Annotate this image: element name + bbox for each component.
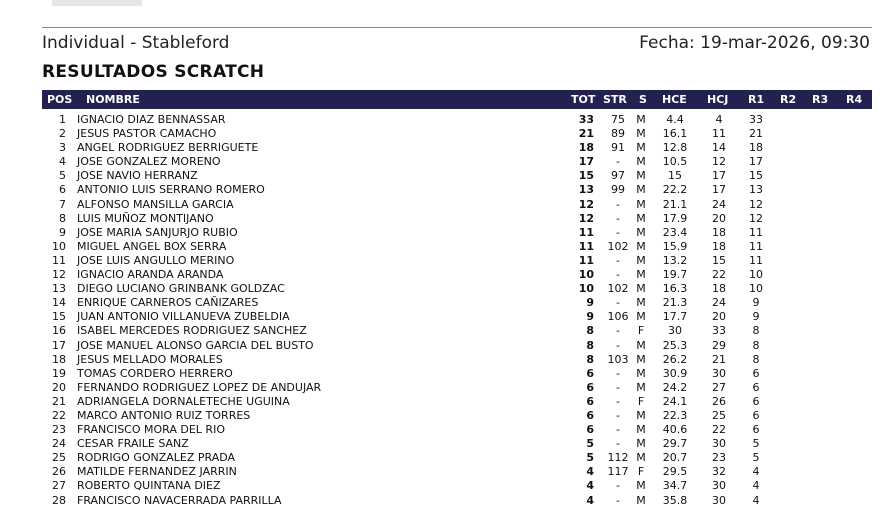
cell-r1: 5 xyxy=(752,437,760,451)
cell-hce: 34.7 xyxy=(662,479,688,493)
table-row xyxy=(42,381,872,395)
cell-name: IGNACIO ARANDA ARANDA xyxy=(77,268,224,282)
table-row xyxy=(42,141,872,155)
cell-name: JOSE MANUEL ALONSO GARCIA DEL BUSTO xyxy=(77,338,314,352)
cell-hcj: 20 xyxy=(712,211,726,225)
cell-s: M xyxy=(636,268,646,282)
cell-tot: 6 xyxy=(586,380,594,394)
cell-pos: 16 xyxy=(52,324,66,338)
cell-hcj: 30 xyxy=(712,493,726,507)
cell-str: 106 xyxy=(607,310,629,324)
cell-str: 112 xyxy=(607,451,629,465)
cell-name: JESUS MELLADO MORALES xyxy=(77,352,223,366)
competition-type: Individual - Stableford xyxy=(42,33,230,53)
cell-str: - xyxy=(616,253,620,267)
cell-hce: 40.6 xyxy=(662,423,688,437)
cell-hce: 16.3 xyxy=(662,282,688,296)
cell-str: - xyxy=(616,155,620,169)
cell-hce: 21.1 xyxy=(662,197,688,211)
cell-pos: 3 xyxy=(59,141,66,155)
cell-str: 99 xyxy=(611,183,625,197)
cell-tot: 11 xyxy=(578,239,594,253)
cell-name: JUAN ANTONIO VILLANUEVA ZUBELDIA xyxy=(77,310,290,324)
cell-r1: 21 xyxy=(749,127,763,141)
cell-s: F xyxy=(637,465,645,479)
cell-s: M xyxy=(636,493,646,507)
cell-pos: 17 xyxy=(52,338,66,352)
cell-tot: 9 xyxy=(586,310,594,324)
table-header xyxy=(42,90,872,109)
header-r1: R1 xyxy=(748,93,765,106)
cell-r1: 10 xyxy=(749,282,763,296)
cell-s: M xyxy=(636,451,646,465)
cell-pos: 25 xyxy=(52,451,66,465)
cell-r1: 11 xyxy=(749,239,763,253)
cell-r1: 12 xyxy=(749,197,763,211)
cell-tot: 8 xyxy=(586,338,594,352)
cell-str: - xyxy=(616,394,620,408)
cell-s: M xyxy=(636,423,646,437)
cell-s: M xyxy=(636,380,646,394)
cell-hcj: 17 xyxy=(712,183,726,197)
cell-tot: 4 xyxy=(586,465,594,479)
cell-pos: 19 xyxy=(52,366,66,380)
cell-r1: 12 xyxy=(749,211,763,225)
cell-name: ISABEL MERCEDES RODRIGUEZ SANCHEZ xyxy=(77,324,307,338)
cell-str: 89 xyxy=(611,127,625,141)
header-hcj: HCJ xyxy=(707,93,729,106)
cell-hcj: 27 xyxy=(712,380,726,394)
cell-str: - xyxy=(616,479,620,493)
cell-name: FRANCISCO NAVACERRADA PARRILLA xyxy=(77,493,282,507)
cell-pos: 20 xyxy=(52,380,66,394)
cell-hcj: 24 xyxy=(712,197,726,211)
cell-tot: 10 xyxy=(578,268,594,282)
cell-hcj: 22 xyxy=(712,423,726,437)
cell-hcj: 22 xyxy=(712,268,726,282)
cell-name: ALFONSO MANSILLA GARCIA xyxy=(77,197,234,211)
cell-r1: 8 xyxy=(752,352,760,366)
cell-hcj: 33 xyxy=(712,324,726,338)
cell-name: TOMAS CORDERO HERRERO xyxy=(77,366,233,380)
cell-hce: 29.5 xyxy=(662,465,688,479)
cell-tot: 6 xyxy=(586,394,594,408)
header-str: STR xyxy=(603,93,627,106)
cell-hcj: 18 xyxy=(712,225,726,239)
cell-s: M xyxy=(636,239,646,253)
table-row xyxy=(42,437,872,451)
cell-hcj: 25 xyxy=(712,408,726,422)
cell-tot: 8 xyxy=(586,324,594,338)
cell-s: M xyxy=(636,225,646,239)
cell-r1: 8 xyxy=(752,338,760,352)
cell-hcj: 32 xyxy=(712,465,726,479)
cell-hce: 30 xyxy=(668,324,682,338)
cell-pos: 7 xyxy=(59,197,66,211)
cell-hce: 24.1 xyxy=(662,394,688,408)
table-row xyxy=(42,353,872,367)
cell-pos: 8 xyxy=(59,211,66,225)
cell-pos: 12 xyxy=(52,268,66,282)
cell-s: M xyxy=(636,338,646,352)
cell-name: MIGUEL ANGEL BOX SERRA xyxy=(77,239,227,253)
cell-hcj: 15 xyxy=(712,253,726,267)
cell-str: - xyxy=(616,423,620,437)
cell-hce: 17.9 xyxy=(662,211,688,225)
cell-pos: 27 xyxy=(52,479,66,493)
table-row xyxy=(42,423,872,437)
top-cut-off-shade xyxy=(52,0,142,6)
cell-name: CESAR FRAILE SANZ xyxy=(77,437,189,451)
cell-hce: 12.8 xyxy=(662,141,688,155)
table-row xyxy=(42,268,872,282)
cell-hcj: 4 xyxy=(715,113,723,126)
table-row xyxy=(42,169,872,183)
cell-pos: 24 xyxy=(52,437,66,451)
cell-tot: 6 xyxy=(586,408,594,422)
cell-name: ANTONIO LUIS SERRANO ROMERO xyxy=(77,183,265,197)
table-row xyxy=(42,367,872,381)
cell-tot: 33 xyxy=(578,113,594,126)
cell-hcj: 18 xyxy=(712,239,726,253)
cell-tot: 5 xyxy=(586,451,594,465)
cell-hce: 4.4 xyxy=(666,113,684,126)
header-r2: R2 xyxy=(780,93,797,106)
cell-tot: 13 xyxy=(578,183,594,197)
cell-tot: 5 xyxy=(586,437,594,451)
cell-tot: 8 xyxy=(586,352,594,366)
cell-r1: 10 xyxy=(749,268,763,282)
cell-s: M xyxy=(636,197,646,211)
header-nombre: NOMBRE xyxy=(86,93,140,106)
cell-r1: 9 xyxy=(752,310,760,324)
cell-pos: 14 xyxy=(52,296,66,310)
cell-s: M xyxy=(636,155,646,169)
cell-name: ANGEL RODRIGUEZ BERRIGUETE xyxy=(77,141,259,155)
cell-tot: 4 xyxy=(586,493,594,507)
cell-hce: 19.7 xyxy=(662,268,688,282)
cell-hce: 13.2 xyxy=(662,253,688,267)
cell-tot: 9 xyxy=(586,296,594,310)
cell-hce: 35.8 xyxy=(662,493,688,507)
cell-tot: 4 xyxy=(586,479,594,493)
cell-r1: 6 xyxy=(752,380,760,394)
cell-hce: 26.2 xyxy=(662,352,688,366)
header-r3: R3 xyxy=(812,93,829,106)
table-row xyxy=(42,127,872,141)
cell-str: - xyxy=(616,380,620,394)
cell-s: M xyxy=(636,183,646,197)
cell-str: - xyxy=(616,211,620,225)
table-row xyxy=(42,113,872,127)
cell-pos: 9 xyxy=(59,225,66,239)
cell-s: M xyxy=(636,253,646,267)
cell-str: 103 xyxy=(607,352,629,366)
cell-hcj: 26 xyxy=(712,394,726,408)
cell-hcj: 18 xyxy=(712,282,726,296)
cell-s: M xyxy=(636,296,646,310)
cell-r1: 6 xyxy=(752,423,760,437)
cell-hcj: 30 xyxy=(712,437,726,451)
cell-hce: 16.1 xyxy=(662,127,688,141)
cell-hce: 24.2 xyxy=(662,380,688,394)
results-table xyxy=(42,113,872,508)
cell-hce: 21.3 xyxy=(662,296,688,310)
cell-str: 91 xyxy=(611,141,625,155)
cell-hce: 29.7 xyxy=(662,437,688,451)
cell-str: - xyxy=(616,338,620,352)
cell-str: 102 xyxy=(607,282,629,296)
cell-s: M xyxy=(636,310,646,324)
cell-s: M xyxy=(636,169,646,183)
table-row xyxy=(42,409,872,423)
cell-pos: 13 xyxy=(52,282,66,296)
cell-hce: 22.3 xyxy=(662,408,688,422)
cell-tot: 17 xyxy=(578,155,594,169)
cell-name: ROBERTO QUINTANA DIEZ xyxy=(77,479,221,493)
cell-name: FRANCISCO MORA DEL RIO xyxy=(77,423,225,437)
cell-hcj: 17 xyxy=(712,169,726,183)
cell-name: ADRIANGELA DORNALETECHE UGUINA xyxy=(77,394,290,408)
header-hce: HCE xyxy=(662,93,687,106)
cell-pos: 4 xyxy=(59,155,66,169)
cell-hce: 15 xyxy=(668,169,682,183)
cell-s: M xyxy=(636,479,646,493)
table-row xyxy=(42,198,872,212)
cell-r1: 11 xyxy=(749,253,763,267)
cell-hcj: 30 xyxy=(712,366,726,380)
cell-hcj: 11 xyxy=(712,127,726,141)
table-row xyxy=(42,339,872,353)
header-r4: R4 xyxy=(846,93,863,106)
cell-hce: 30.9 xyxy=(662,366,688,380)
cell-name: DIEGO LUCIANO GRINBANK GOLDZAC xyxy=(77,282,285,296)
cell-r1: 18 xyxy=(749,141,763,155)
cut-off-row xyxy=(42,505,872,510)
cell-pos: 23 xyxy=(52,423,66,437)
cell-hce: 15.9 xyxy=(662,239,688,253)
cell-r1: 4 xyxy=(752,479,760,493)
cell-r1: 6 xyxy=(752,366,760,380)
cell-s: F xyxy=(637,394,645,408)
cell-str: 102 xyxy=(607,239,629,253)
cell-r1: 6 xyxy=(752,408,760,422)
header-tot: TOT xyxy=(571,93,596,106)
table-row xyxy=(42,212,872,226)
cell-name: IGNACIO DIAZ BENNASSAR xyxy=(77,113,226,126)
cell-str: - xyxy=(616,296,620,310)
cell-r1: 4 xyxy=(752,493,760,507)
table-row xyxy=(42,479,872,493)
cell-pos: 22 xyxy=(52,408,66,422)
cell-pos: 11 xyxy=(52,253,66,267)
cell-r1: 33 xyxy=(749,113,763,126)
cell-hce: 25.3 xyxy=(662,338,688,352)
cell-pos: 6 xyxy=(59,183,66,197)
cell-str: - xyxy=(616,366,620,380)
cell-pos: 18 xyxy=(52,352,66,366)
cell-hce: 10.5 xyxy=(662,155,688,169)
cell-hce: 20.7 xyxy=(662,451,688,465)
cell-str: - xyxy=(616,324,620,338)
cell-r1: 9 xyxy=(752,296,760,310)
cell-s: M xyxy=(636,211,646,225)
cell-s: F xyxy=(637,324,645,338)
cell-r1: 8 xyxy=(752,324,760,338)
cell-hcj: 12 xyxy=(712,155,726,169)
cell-tot: 11 xyxy=(578,225,594,239)
cell-pos: 15 xyxy=(52,310,66,324)
cell-name: ENRIQUE CARNEROS CAÑIZARES xyxy=(77,296,259,310)
table-row xyxy=(42,395,872,409)
cell-tot: 11 xyxy=(578,253,594,267)
cell-name: FERNANDO RODRIGUEZ LOPEZ DE ANDUJAR xyxy=(77,380,322,394)
cell-hcj: 14 xyxy=(712,141,726,155)
table-row xyxy=(42,240,872,254)
header-pos: POS xyxy=(47,93,73,106)
cell-s: M xyxy=(636,141,646,155)
cell-tot: 12 xyxy=(578,197,594,211)
competition-date: Fecha: 19-mar-2026, 09:30 xyxy=(639,33,870,53)
cell-str: 117 xyxy=(607,465,629,479)
cell-name: RODRIGO GONZALEZ PRADA xyxy=(77,451,236,465)
cell-pos: 2 xyxy=(59,127,66,141)
cell-str: 75 xyxy=(611,113,625,126)
cell-str: 97 xyxy=(611,169,625,183)
table-row xyxy=(42,183,872,197)
cell-s: M xyxy=(636,282,646,296)
cell-s: M xyxy=(636,437,646,451)
cell-r1: 11 xyxy=(749,225,763,239)
cell-str: - xyxy=(616,437,620,451)
cell-hce: 23.4 xyxy=(662,225,688,239)
cell-r1: 15 xyxy=(749,169,763,183)
cell-tot: 6 xyxy=(586,366,594,380)
cell-pos: 10 xyxy=(52,239,66,253)
cell-name: JOSE LUIS ANGULLO MERINO xyxy=(77,253,235,267)
cell-hcj: 20 xyxy=(712,310,726,324)
cell-name: JOSE GONZALEZ MORENO xyxy=(77,155,221,169)
cell-tot: 21 xyxy=(578,127,594,141)
cell-str: - xyxy=(616,225,620,239)
cell-s: M xyxy=(636,127,646,141)
cell-str: - xyxy=(616,493,620,507)
cell-name: MATILDE FERNANDEZ JARRIN xyxy=(77,465,237,479)
cell-s: M xyxy=(636,113,646,126)
cell-s: M xyxy=(636,366,646,380)
cell-tot: 18 xyxy=(578,141,594,155)
cell-r1: 4 xyxy=(752,465,760,479)
cell-tot: 6 xyxy=(586,423,594,437)
table-row xyxy=(42,310,872,324)
table-row xyxy=(42,155,872,169)
table-row xyxy=(42,282,872,296)
cell-name: LUIS MUÑOZ MONTIJANO xyxy=(77,211,214,225)
cell-str: - xyxy=(616,197,620,211)
table-row xyxy=(42,296,872,310)
table-row xyxy=(42,254,872,268)
cell-tot: 15 xyxy=(578,169,594,183)
cell-pos: 5 xyxy=(59,169,66,183)
cell-name: JOSE NAVIO HERRANZ xyxy=(77,169,198,183)
table-row xyxy=(42,451,872,465)
table-row xyxy=(42,324,872,338)
cell-name: JESUS PASTOR CAMACHO xyxy=(77,127,217,141)
cell-hcj: 21 xyxy=(712,352,726,366)
table-row xyxy=(42,226,872,240)
header-s: S xyxy=(639,93,647,106)
cell-r1: 13 xyxy=(749,183,763,197)
cell-pos: 1 xyxy=(59,113,66,126)
table-row xyxy=(42,465,872,479)
top-rule xyxy=(42,27,872,28)
cell-hcj: 23 xyxy=(712,451,726,465)
cell-str: - xyxy=(616,268,620,282)
cell-pos: 26 xyxy=(52,465,66,479)
cell-s: M xyxy=(636,408,646,422)
cell-tot: 10 xyxy=(578,282,594,296)
cell-tot: 12 xyxy=(578,211,594,225)
cell-hcj: 30 xyxy=(712,479,726,493)
cell-r1: 6 xyxy=(752,394,760,408)
cell-str: - xyxy=(616,408,620,422)
cell-hcj: 29 xyxy=(712,338,726,352)
cell-name: MARCO ANTONIO RUIZ TORRES xyxy=(77,408,251,422)
cell-s: M xyxy=(636,352,646,366)
cell-hcj: 24 xyxy=(712,296,726,310)
cell-hce: 22.2 xyxy=(662,183,688,197)
cell-hce: 17.7 xyxy=(662,310,688,324)
cell-pos: 21 xyxy=(52,394,66,408)
cell-r1: 17 xyxy=(749,155,763,169)
section-title: RESULTADOS SCRATCH xyxy=(42,62,265,82)
cell-name: JOSE MARIA SANJURJO RUBIO xyxy=(77,225,238,239)
cell-r1: 5 xyxy=(752,451,760,465)
cell-pos: 28 xyxy=(52,493,66,507)
